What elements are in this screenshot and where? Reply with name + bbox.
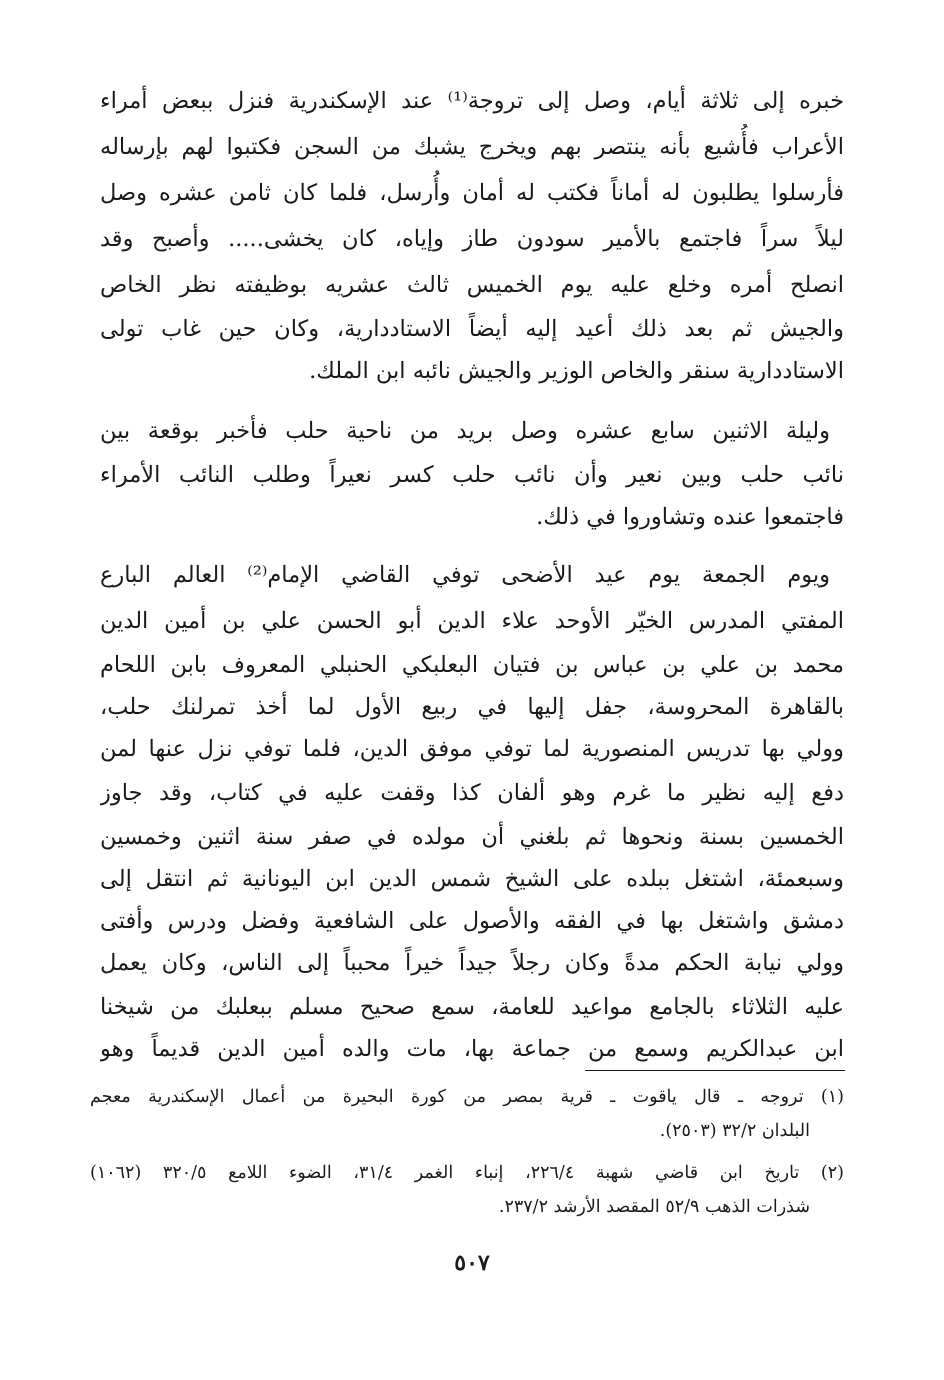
body-line: نائب حلب وبين نعير وأن نائب حلب كسر نعيراً وطلب النائب الأمراء [100,462,844,488]
body-line: الخمسين بسنة ونحوها ثم بلغني أن مولده في صفر سنة اثنين وخمسين [100,824,844,850]
body-line: والجيش ثم بعد ذلك أعيد إليه أيضاً الاستاددارية، وكان حين غاب تولى [100,316,844,342]
body-line: فاجتمعوا عنده وتشاوروا في ذلك. [536,504,844,530]
body-line: دفع إليه نظير ما غرم وهو ألفان كذا وقفت عليه في كتاب، وقد جاوز [100,780,844,806]
body-line: بالقاهرة المحروسة، جفل إليها في ربيع الأول لما أخذ تمرلنك حلب، [100,694,844,720]
body-line: فأرسلوا يطلبون له أماناً فكتب له أمان وأُرسل، فلما كان ثامن عشره وصل [100,180,844,206]
footnote-line: شذرات الذهب ٥٢/٩ المقصد الأرشد ٢٣٧/٢. [498,1197,810,1217]
body-line: انصلح أمره وخلع عليه يوم الخميس ثالث عشريه بوظيفته نظر الخاص [100,272,844,298]
body-line: وولي بها تدريس المنصورية لما توفي موفق الدين، فلما توفي نزل عنها لمن [100,736,844,762]
body-line: ليلاً سراً فاجتمع بالأمير سودون طاز وإياه، كان يخشى..... وأصبح وقد [100,226,844,252]
body-line: محمد بن علي بن عباس بن فتيان البعلبكي الحنبلي المعروف بابن اللحام [100,652,844,678]
footnote-line: (١) تروجه ـ قال ياقوت ـ قرية بمصر من كورة البحيرة من أعمال الإسكندرية معجم [90,1087,844,1107]
body-line: الاستاددارية سنقر والخاص الوزير والجيش نائبه ابن الملك. [309,358,844,384]
body-line: دمشق واشتغل بها في الفقه والأصول على الشافعية وفضل ودرس وأفتى [100,908,844,934]
body-line: وسبعمئة، اشتغل ببلده على الشيخ شمس الدين ابن اليونانية ثم انتقل إلى [100,866,844,892]
body-line: المفتي المدرس الخيّر الأوحد علاء الدين أبو الحسن علي بن أمين الدين [100,608,844,634]
body-line: وليلة الاثنين سابع عشره وصل بريد من ناحية حلب فأخبر بوقعة بين [100,418,830,444]
footnote-line: (٢) تاريخ ابن قاضي شهبة ٢٢٦/٤، إنباء الغمر ٣١/٤، الضوء اللامع ٣٢٠/٥ (١٠٦٢) [90,1163,844,1183]
footnote-line: البلدان ٣٢/٢ (٢٥٠٣). [659,1121,810,1141]
body-line: عليه الثلاثاء بالجامع مواعيد للعامة، سمع صحيح مسلم ببعلبك من شيخنا [100,994,844,1020]
body-line: ويوم الجمعة يوم عيد الأضحى توفي القاضي الإمام⁽²⁾ العالم البارع [100,562,830,588]
body-line: وولي نيابة الحكم مدةً وكان رجلاً جيداً خيراً محبباً إلى الناس، وكان يعمل [100,950,844,976]
page-number: ٥٠٧ [454,1250,490,1276]
body-line: الأعراب فأُشيع بأنه ينتصر بهم ويخرج يشبك من السجن فكتبوا لهم بإرساله [100,134,844,160]
body-line: خبره إلى ثلاثة أيام، وصل إلى تروجة⁽¹⁾ عند الإسكندرية فنزل ببعض أمراء [100,88,844,114]
footnote-separator [585,1070,845,1071]
body-line: ابن عبدالكريم وسمع من جماعة بها، مات والده أمين الدين قديماً وهو [100,1036,844,1062]
